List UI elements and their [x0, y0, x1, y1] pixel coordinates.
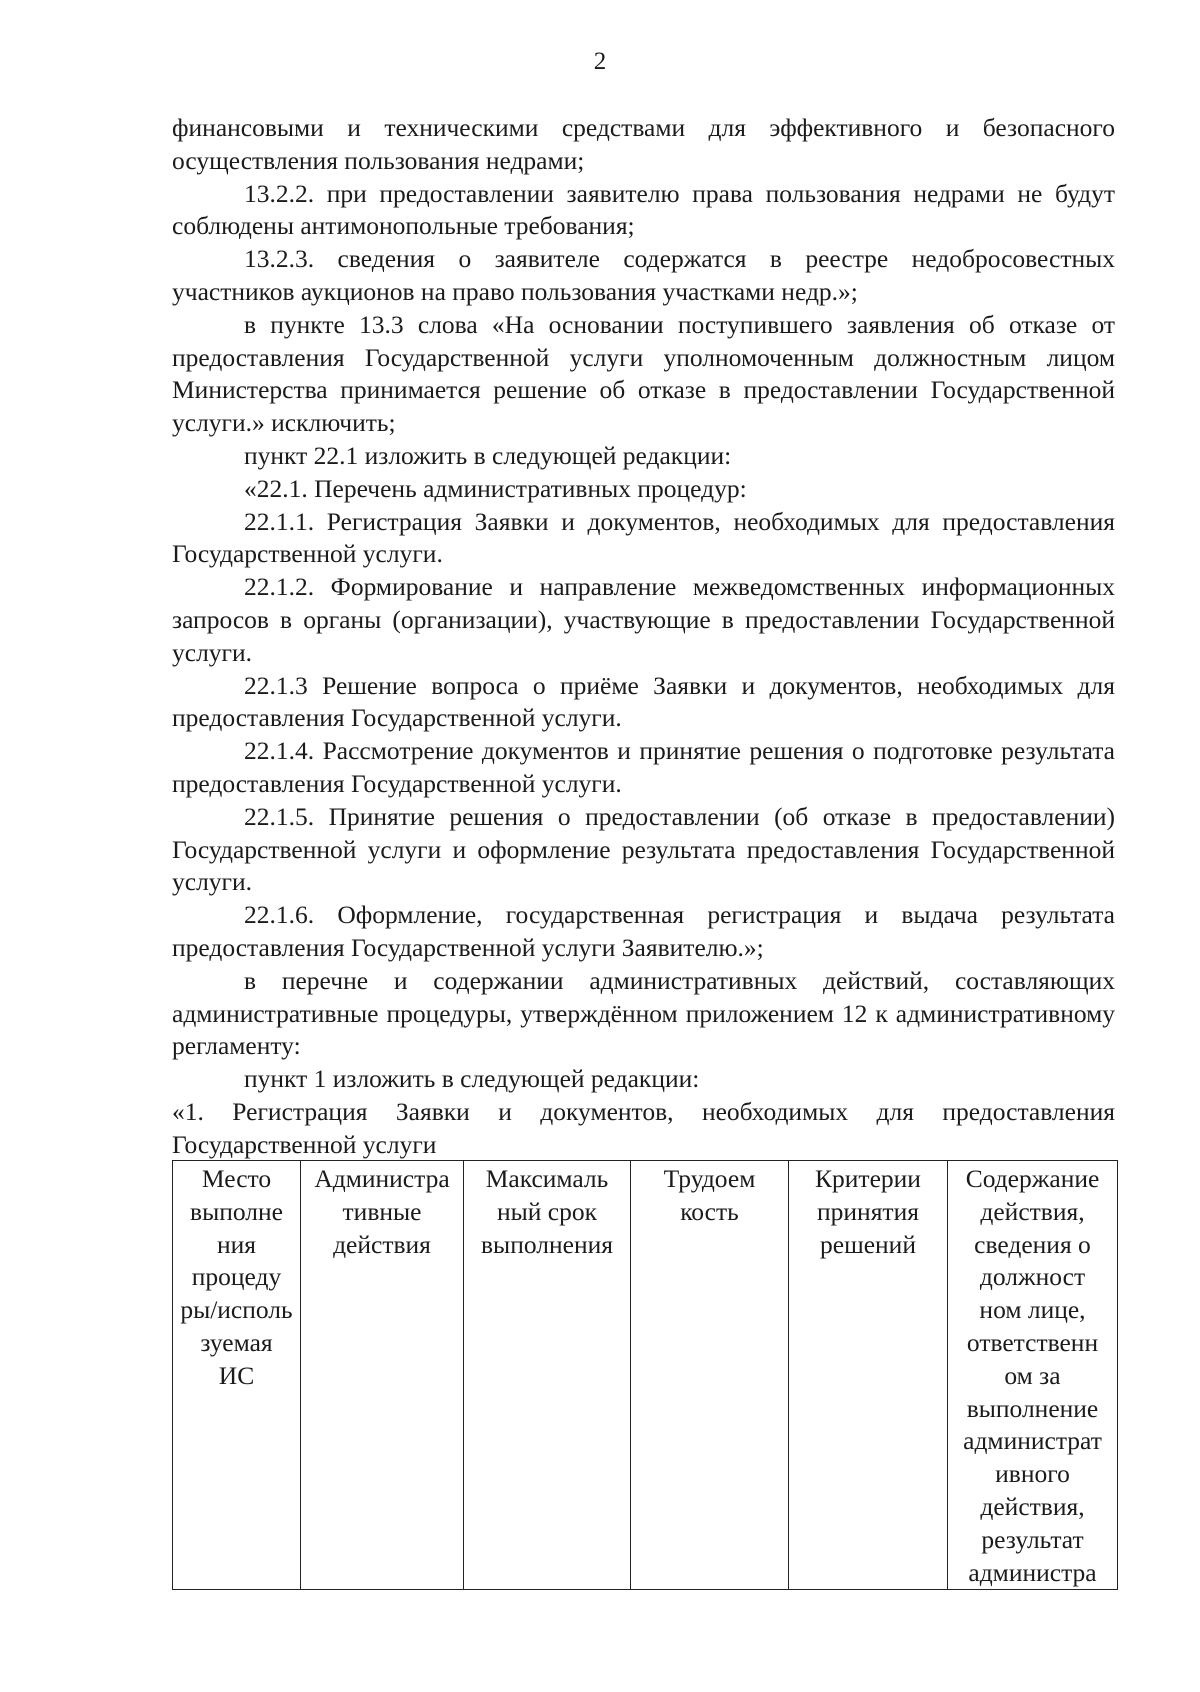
paragraph-22-1-2: 22.1.2. Формирование и направление межведомственных информационных запросов в органы (организации), участвующие в предоставлении Государственной услуги.: [172, 572, 1115, 667]
header-line: ом за: [1004, 1360, 1061, 1390]
header-cell-labor: [631, 1161, 789, 1590]
header-line: действия: [333, 1229, 431, 1259]
header-line: ответственн: [966, 1327, 1099, 1357]
header-line: должност: [979, 1262, 1086, 1292]
paragraph-22-1-5: 22.1.5. Принятие решения о предоставлении (об отказе в предоставлении) Государственной услуги и оформление результата предоставления Государственной услуги.: [172, 801, 1115, 897]
paragraph-22-1-4: 22.1.4. Рассмотрение документов и принятие решения о подготовке результата предоставления Государственной услуги.: [172, 736, 1115, 798]
paragraph-appendix-12: в перечне и содержании административных действий, составляющих административные процедуры, утверждённом приложением 12 к административному регламенту:: [172, 965, 1115, 1061]
table-header-row: [173, 1161, 1118, 1590]
header-cell-place: [173, 1161, 301, 1590]
paragraph-point-1: пункт 1 изложить в следующей редакции:: [244, 1064, 700, 1094]
paragraph-22-1-3: 22.1.3 Решение вопроса о приёме Заявки и документов, необходимых для предоставления Государственной услуги.: [172, 670, 1115, 733]
header-line: Критерии: [815, 1164, 921, 1193]
header-line: ном лице,: [979, 1295, 1086, 1325]
header-line: администра: [968, 1557, 1097, 1587]
header-line: ИС: [218, 1360, 255, 1390]
paragraph-13-2-3: 13.2.3. сведения о заявителе содержатся в реестре недобросовестных участников аукционов на право пользования участками недр.»;: [172, 244, 1115, 306]
procedures-table: [172, 1160, 1118, 1590]
paragraph-22-1-6: 22.1.6. Оформление, государственная регистрация и выдача результата предоставления Государственной услуги Заявителю.»;: [172, 900, 1115, 962]
header-line: Содержание: [965, 1164, 1100, 1193]
header-line: тивные: [342, 1196, 422, 1226]
document-body: [172, 112, 1115, 1162]
header-line: процеду: [191, 1262, 282, 1292]
header-cell-max-term: [464, 1161, 631, 1590]
header-cell-content: [948, 1161, 1118, 1590]
header-line: действия,: [980, 1491, 1085, 1521]
header-line: действия,: [980, 1196, 1085, 1226]
paragraph-13-2-2: 13.2.2. при предоставлении заявителю права пользования недрами не будут соблюдены антимонопольные требования;: [172, 178, 1115, 241]
header-line: результат: [981, 1524, 1084, 1554]
header-line: ивного: [995, 1459, 1070, 1489]
header-line: выполне: [190, 1196, 283, 1226]
paragraph-1: финансовыми и техническими средствами для эффективного и безопасного осуществления пользования недрами;: [172, 113, 1115, 175]
paragraph-22-1-1: 22.1.1. Регистрация Заявки и документов, необходимых для предоставления Государственной услуги.: [172, 506, 1115, 569]
header-line: Трудоем: [663, 1164, 756, 1193]
header-line: сведения о: [974, 1229, 1091, 1259]
paragraph-registration-title: «1. Регистрация Заявки и документов, необходимых для предоставления Государственной услуги: [172, 1096, 1115, 1159]
page-number: 2: [593, 48, 607, 75]
header-line: выполнения: [481, 1229, 613, 1259]
header-line: ры/исполь: [180, 1295, 293, 1325]
header-line: ный срок: [496, 1196, 597, 1226]
header-cell-actions: [301, 1161, 464, 1590]
header-line: зуемая: [200, 1327, 273, 1357]
header-line: Администра: [314, 1164, 450, 1193]
header-line: выполнение: [966, 1393, 1099, 1423]
header-line: кость: [680, 1196, 739, 1226]
paragraph-22-1-intro: пункт 22.1 изложить в следующей редакции:: [244, 440, 732, 470]
header-line: Место: [201, 1164, 272, 1193]
header-line: администрат: [963, 1426, 1102, 1456]
header-line: принятия: [817, 1196, 919, 1226]
paragraph-13-3: в пункте 13.3 слова «На основании поступившего заявления об отказе от предоставления Государственной услуги уполномоченным должностным лицом Министерства принимается решение об отказе в предоставлении Государственной услуги.» исключить;: [172, 309, 1115, 438]
header-line: Максималь: [485, 1164, 609, 1193]
header-cell-criteria: [789, 1161, 948, 1590]
header-line: ния: [216, 1229, 257, 1259]
header-line: решений: [820, 1229, 916, 1259]
paragraph-22-1: «22.1. Перечень административных процедур:: [244, 473, 747, 503]
